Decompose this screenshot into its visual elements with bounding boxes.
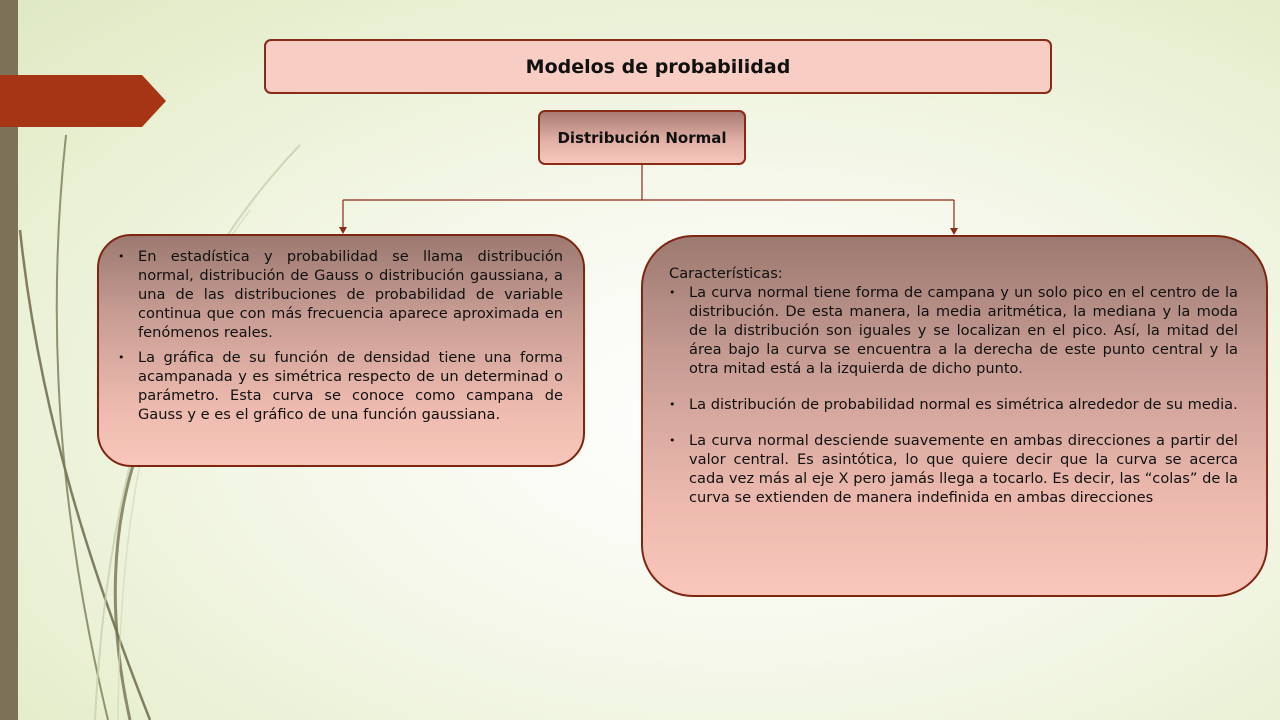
- characteristics-heading: Características:: [669, 265, 783, 282]
- connector-left-arrowhead: [339, 227, 347, 234]
- list-item: [118, 247, 563, 342]
- list-item-text: La gráfica de su función de densidad tiene una forma acampanada y es simétrica respecto de un determinad o parámetro. Esta curva se conoce como campana de Gauss y e es el gráfico de una función gaussiana.: [138, 349, 563, 423]
- list-item-text: La curva normal tiene forma de campana y un solo pico en el centro de la distribución. De esta manera, la media aritmética, la mediana y la moda de la distribución son iguales y se localizan en el pico. Así, la mitad del área bajo la curva se encuentra a la derecha de este punto central y la otra mitad está a la izquierda de dicho punto.: [689, 284, 1238, 377]
- definition-card: [97, 234, 585, 467]
- subtitle-box: [538, 110, 746, 165]
- bullet-icon: •: [669, 398, 676, 411]
- list-item: [669, 431, 1238, 507]
- subtitle-text: Distribución Normal: [557, 128, 727, 147]
- list-item-text: La curva normal desciende suavemente en ambas direcciones a partir del valor central. Es asintótica, lo que quiere decir que la curva se acerca cada vez más al eje X pero jamás llega a tocarlo. Es decir, las “colas” de la curva se extienden de manera indefinida en ambas direcciones: [689, 432, 1238, 506]
- list-item: [669, 395, 1238, 414]
- connector-right-arrowhead: [950, 228, 958, 235]
- bullet-icon: •: [669, 286, 676, 299]
- bullet-icon: •: [669, 434, 676, 447]
- accent-arrow-shape: [0, 75, 166, 127]
- characteristics-card: [641, 235, 1268, 597]
- title-box: [264, 39, 1052, 94]
- definition-list: [118, 247, 563, 424]
- list-item-text: En estadística y probabilidad se llama distribución normal, distribución de Gauss o distribución gaussiana, a una de las distribuciones de probabilidad de variable continua que con más frecuencia aparece aproximada en fenómenos reales.: [138, 248, 563, 341]
- list-item: [118, 348, 563, 424]
- list-item: [669, 283, 1238, 378]
- connector-lines: [343, 165, 954, 229]
- list-item-text: La distribución de probabilidad normal es simétrica alrededor de su media.: [689, 396, 1238, 413]
- bullet-icon: •: [118, 250, 125, 263]
- characteristics-list: [669, 283, 1238, 507]
- page-title: Modelos de probabilidad: [525, 55, 791, 78]
- bullet-icon: •: [118, 351, 125, 364]
